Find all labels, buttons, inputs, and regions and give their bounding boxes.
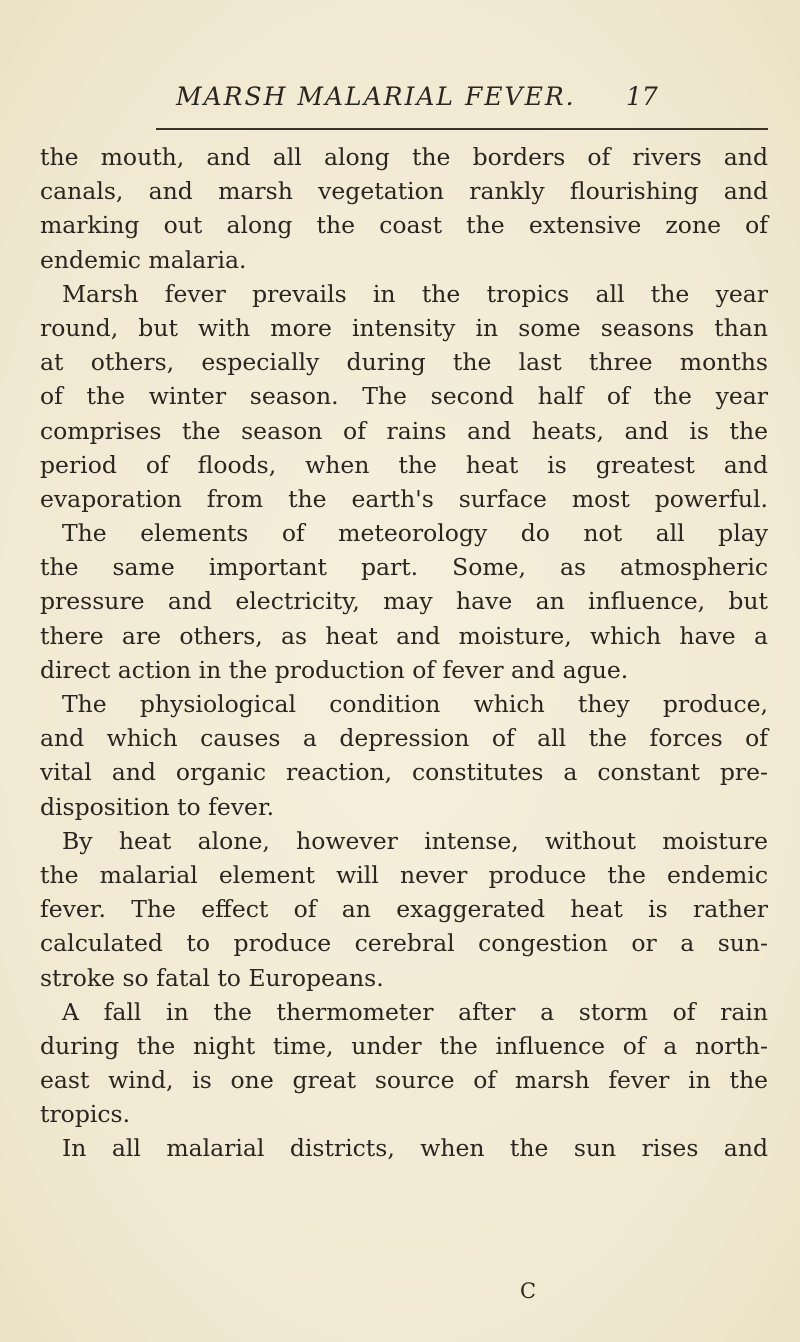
text-line: tropics. xyxy=(40,1100,131,1129)
text-line: pressure and electricity, may have an influence, but xyxy=(40,587,768,616)
text-line: calculated to produce cerebral congestion or a sun- xyxy=(40,929,768,958)
signature-mark: C xyxy=(520,1279,537,1303)
text-line: A fall in the thermometer after a storm of rain xyxy=(62,997,768,1026)
text-line: marking out along the coast the extensive zone of xyxy=(40,211,768,240)
page-number: 17 xyxy=(626,82,658,111)
text-line: fever. The effect of an exaggerated heat is rather xyxy=(40,895,768,924)
text-line: round, but with more intensity in some seasons than xyxy=(40,313,768,342)
text-line: The elements of meteorology do not all play xyxy=(62,519,768,548)
text-line: there are others, as heat and moisture, which have a xyxy=(40,621,768,650)
text-line: evaporation from the earth's surface most powerful. xyxy=(40,484,768,513)
page-header xyxy=(130,82,770,116)
text-line: The physiological condition which they produce, xyxy=(62,690,768,718)
text-line: at others, especially during the last three months xyxy=(40,348,768,377)
text-line: vital and organic reaction, constitutes a constant pre- xyxy=(40,758,768,787)
text-line: In all malarial districts, when the sun rises and xyxy=(62,1134,768,1163)
text-line: comprises the season of rains and heats, and is the xyxy=(40,416,768,445)
text-line: and which causes a depression of all the forces of xyxy=(40,724,768,753)
text-line: By heat alone, however intense, without moisture xyxy=(62,826,768,855)
text-line: of the winter season. The second half of the year xyxy=(40,382,768,411)
text-line: disposition to fever. xyxy=(40,792,275,821)
text-line: canals, and marsh vegetation rankly flourishing and xyxy=(40,177,768,206)
text-line: the mouth, and all along the borders of rivers and xyxy=(40,143,768,171)
text-line: period of floods, when the heat is greatest and xyxy=(40,450,768,479)
header-rule xyxy=(156,128,768,130)
text-line: the malarial element will never produce the endemic xyxy=(40,860,768,889)
text-line: the same important part. Some, as atmospheric xyxy=(40,553,768,582)
text-line: direct action in the production of fever and ague. xyxy=(40,655,629,684)
body-text xyxy=(40,140,768,1166)
text-line: stroke so fatal to Europeans. xyxy=(40,963,384,992)
text-line: Marsh fever prevails in the tropics all the year xyxy=(62,279,768,308)
text-line: during the night time, under the influence of a north- xyxy=(40,1031,768,1060)
text-line: east wind, is one great source of marsh fever in the xyxy=(40,1066,768,1095)
text-line: endemic malaria. xyxy=(40,245,247,274)
running-title: MARSH MALARIAL FEVER. xyxy=(176,82,576,111)
